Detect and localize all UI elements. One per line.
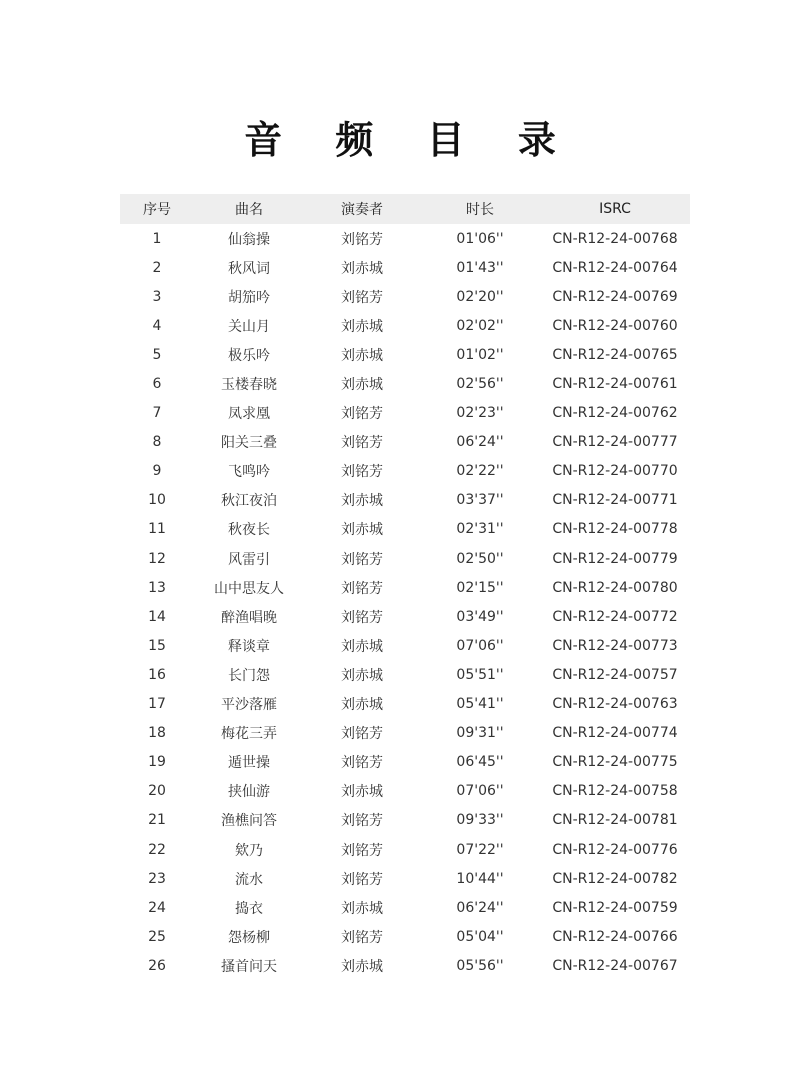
cell-performer: 刘赤城 bbox=[341, 697, 383, 714]
cell-isrc: CN-R12-24-00770 bbox=[552, 463, 678, 480]
cell-no: 26 bbox=[148, 957, 166, 974]
cell-track: 秋夜长 bbox=[228, 522, 270, 539]
header-track: 曲名 bbox=[194, 194, 304, 224]
table-row bbox=[120, 253, 690, 282]
cell-isrc: CN-R12-24-00780 bbox=[552, 579, 678, 596]
cell-duration: 02'23'' bbox=[456, 405, 504, 422]
cell-performer: 刘铭芳 bbox=[341, 464, 383, 481]
cell-isrc: CN-R12-24-00775 bbox=[552, 754, 678, 771]
cell-no: 21 bbox=[148, 812, 166, 829]
cell-isrc: CN-R12-24-00782 bbox=[552, 870, 678, 887]
table-row bbox=[120, 573, 690, 602]
cell-track: 凤求凰 bbox=[228, 406, 270, 423]
cell-no: 10 bbox=[148, 492, 166, 509]
cell-performer: 刘铭芳 bbox=[341, 813, 383, 830]
cell-track: 阳关三叠 bbox=[221, 435, 277, 452]
table-row bbox=[120, 951, 690, 980]
cell-duration: 09'31'' bbox=[456, 725, 504, 742]
cell-duration: 02'15'' bbox=[456, 579, 504, 596]
cell-duration: 01'43'' bbox=[456, 259, 504, 276]
header-no: 序号 bbox=[120, 194, 194, 224]
cell-track: 流水 bbox=[235, 871, 263, 888]
cell-duration: 05'56'' bbox=[456, 957, 504, 974]
header-isrc: ISRC bbox=[540, 194, 690, 224]
table-row bbox=[120, 399, 690, 428]
table-row bbox=[120, 340, 690, 369]
cell-isrc: CN-R12-24-00774 bbox=[552, 725, 678, 742]
table-row bbox=[120, 369, 690, 398]
cell-duration: 05'41'' bbox=[456, 696, 504, 713]
cell-track: 梅花三弄 bbox=[221, 726, 277, 743]
cell-performer: 刘赤城 bbox=[341, 667, 383, 684]
table-row bbox=[120, 486, 690, 515]
table-header bbox=[120, 194, 690, 224]
cell-isrc: CN-R12-24-00760 bbox=[552, 317, 678, 334]
cell-performer: 刘赤城 bbox=[341, 784, 383, 801]
table-row bbox=[120, 631, 690, 660]
cell-track: 遁世操 bbox=[228, 755, 270, 772]
cell-isrc: CN-R12-24-00762 bbox=[552, 405, 678, 422]
cell-duration: 03'49'' bbox=[456, 608, 504, 625]
cell-track: 极乐吟 bbox=[228, 347, 270, 364]
cell-duration: 09'33'' bbox=[456, 812, 504, 829]
cell-performer: 刘赤城 bbox=[341, 958, 383, 975]
cell-performer: 刘赤城 bbox=[341, 260, 383, 277]
cell-track: 飞鸣吟 bbox=[228, 464, 270, 481]
cell-track: 秋江夜泊 bbox=[221, 493, 277, 510]
table-row bbox=[120, 660, 690, 689]
cell-track: 胡笳吟 bbox=[228, 289, 270, 306]
cell-duration: 01'02'' bbox=[456, 346, 504, 363]
cell-no: 14 bbox=[148, 608, 166, 625]
cell-duration: 05'51'' bbox=[456, 666, 504, 683]
cell-no: 4 bbox=[152, 317, 162, 334]
cell-duration: 06'24'' bbox=[456, 434, 504, 451]
cell-isrc: CN-R12-24-00767 bbox=[552, 957, 678, 974]
header-performer: 演奏者 bbox=[304, 194, 420, 224]
cell-performer: 刘铭芳 bbox=[341, 755, 383, 772]
cell-no: 25 bbox=[148, 928, 166, 945]
cell-performer: 刘铭芳 bbox=[341, 551, 383, 568]
cell-duration: 02'20'' bbox=[456, 288, 504, 305]
cell-duration: 02'02'' bbox=[456, 317, 504, 334]
cell-isrc: CN-R12-24-00781 bbox=[552, 812, 678, 829]
cell-track: 风雷引 bbox=[228, 551, 270, 568]
cell-no: 6 bbox=[152, 376, 162, 393]
cell-performer: 刘赤城 bbox=[341, 318, 383, 335]
table-row bbox=[120, 457, 690, 486]
cell-track: 搔首问天 bbox=[221, 958, 277, 975]
table-row bbox=[120, 893, 690, 922]
cell-duration: 06'45'' bbox=[456, 754, 504, 771]
table-row bbox=[120, 748, 690, 777]
cell-duration: 03'37'' bbox=[456, 492, 504, 509]
cell-isrc: CN-R12-24-00769 bbox=[552, 288, 678, 305]
cell-performer: 刘铭芳 bbox=[341, 231, 383, 248]
table-row bbox=[120, 311, 690, 340]
cell-no: 9 bbox=[152, 463, 162, 480]
cell-performer: 刘铭芳 bbox=[341, 435, 383, 452]
cell-isrc: CN-R12-24-00765 bbox=[552, 346, 678, 363]
table-row bbox=[120, 719, 690, 748]
cell-track: 释谈章 bbox=[228, 638, 270, 655]
table-row bbox=[120, 515, 690, 544]
cell-track: 捣衣 bbox=[235, 900, 263, 917]
cell-performer: 刘铭芳 bbox=[341, 929, 383, 946]
table-row bbox=[120, 602, 690, 631]
cell-performer: 刘铭芳 bbox=[341, 609, 383, 626]
cell-track: 长门怨 bbox=[228, 667, 270, 684]
cell-isrc: CN-R12-24-00759 bbox=[552, 899, 678, 916]
cell-performer: 刘赤城 bbox=[341, 347, 383, 364]
cell-performer: 刘铭芳 bbox=[341, 406, 383, 423]
cell-performer: 刘赤城 bbox=[341, 493, 383, 510]
cell-isrc: CN-R12-24-00764 bbox=[552, 259, 678, 276]
cell-no: 3 bbox=[152, 288, 162, 305]
cell-track: 挟仙游 bbox=[228, 784, 270, 801]
cell-duration: 02'22'' bbox=[456, 463, 504, 480]
cell-duration: 10'44'' bbox=[456, 870, 504, 887]
cell-duration: 02'56'' bbox=[456, 376, 504, 393]
cell-duration: 01'06'' bbox=[456, 230, 504, 247]
cell-no: 1 bbox=[152, 230, 162, 247]
cell-duration: 02'31'' bbox=[456, 521, 504, 538]
cell-isrc: CN-R12-24-00768 bbox=[552, 230, 678, 247]
cell-no: 20 bbox=[148, 783, 166, 800]
cell-isrc: CN-R12-24-00777 bbox=[552, 434, 678, 451]
cell-performer: 刘赤城 bbox=[341, 638, 383, 655]
cell-no: 24 bbox=[148, 899, 166, 916]
table-row bbox=[120, 864, 690, 893]
cell-track: 欸乃 bbox=[235, 842, 263, 859]
table-row bbox=[120, 282, 690, 311]
cell-track: 秋风词 bbox=[228, 260, 270, 277]
cell-isrc: CN-R12-24-00763 bbox=[552, 696, 678, 713]
cell-duration: 05'04'' bbox=[456, 928, 504, 945]
cell-no: 15 bbox=[148, 637, 166, 654]
cell-isrc: CN-R12-24-00761 bbox=[552, 376, 678, 393]
cell-track: 山中思友人 bbox=[214, 580, 284, 597]
table-row bbox=[120, 690, 690, 719]
cell-no: 19 bbox=[148, 754, 166, 771]
cell-isrc: CN-R12-24-00771 bbox=[552, 492, 678, 509]
cell-track: 平沙落雁 bbox=[221, 697, 277, 714]
cell-track: 仙翁操 bbox=[228, 231, 270, 248]
header-duration: 时长 bbox=[420, 194, 540, 224]
cell-track: 关山月 bbox=[228, 318, 270, 335]
cell-isrc: CN-R12-24-00772 bbox=[552, 608, 678, 625]
cell-duration: 07'06'' bbox=[456, 637, 504, 654]
cell-no: 17 bbox=[148, 696, 166, 713]
cell-isrc: CN-R12-24-00758 bbox=[552, 783, 678, 800]
cell-no: 13 bbox=[148, 579, 166, 596]
cell-track: 玉楼春晓 bbox=[221, 377, 277, 394]
cell-isrc: CN-R12-24-00776 bbox=[552, 841, 678, 858]
audio-catalog-table bbox=[120, 194, 690, 980]
table-row bbox=[120, 922, 690, 951]
cell-isrc: CN-R12-24-00779 bbox=[552, 550, 678, 567]
header-row bbox=[120, 194, 690, 224]
table-body bbox=[120, 224, 690, 980]
cell-duration: 07'22'' bbox=[456, 841, 504, 858]
cell-track: 醉渔唱晚 bbox=[221, 609, 277, 626]
table-row bbox=[120, 835, 690, 864]
table-row bbox=[120, 544, 690, 573]
cell-isrc: CN-R12-24-00773 bbox=[552, 637, 678, 654]
table-row bbox=[120, 224, 690, 253]
cell-performer: 刘铭芳 bbox=[341, 580, 383, 597]
cell-track: 渔樵问答 bbox=[221, 813, 277, 830]
cell-no: 16 bbox=[148, 666, 166, 683]
cell-no: 5 bbox=[152, 346, 162, 363]
cell-no: 2 bbox=[152, 259, 162, 276]
cell-no: 8 bbox=[152, 434, 162, 451]
cell-no: 22 bbox=[148, 841, 166, 858]
cell-performer: 刘赤城 bbox=[341, 900, 383, 917]
cell-performer: 刘铭芳 bbox=[341, 726, 383, 743]
cell-no: 12 bbox=[148, 550, 166, 567]
table-row bbox=[120, 777, 690, 806]
table-row bbox=[120, 806, 690, 835]
cell-performer: 刘铭芳 bbox=[341, 289, 383, 306]
cell-performer: 刘赤城 bbox=[341, 377, 383, 394]
cell-duration: 02'50'' bbox=[456, 550, 504, 567]
cell-no: 18 bbox=[148, 725, 166, 742]
cell-no: 11 bbox=[148, 521, 166, 538]
cell-isrc: CN-R12-24-00757 bbox=[552, 666, 678, 683]
page-title: 音 频 目 录 bbox=[244, 117, 576, 162]
cell-performer: 刘铭芳 bbox=[341, 842, 383, 859]
cell-performer: 刘铭芳 bbox=[341, 871, 383, 888]
cell-no: 7 bbox=[152, 405, 162, 422]
cell-performer: 刘赤城 bbox=[341, 522, 383, 539]
cell-isrc: CN-R12-24-00778 bbox=[552, 521, 678, 538]
cell-no: 23 bbox=[148, 870, 166, 887]
cell-isrc: CN-R12-24-00766 bbox=[552, 928, 678, 945]
cell-duration: 06'24'' bbox=[456, 899, 504, 916]
cell-track: 怨杨柳 bbox=[228, 929, 270, 946]
table-row bbox=[120, 428, 690, 457]
cell-duration: 07'06'' bbox=[456, 783, 504, 800]
